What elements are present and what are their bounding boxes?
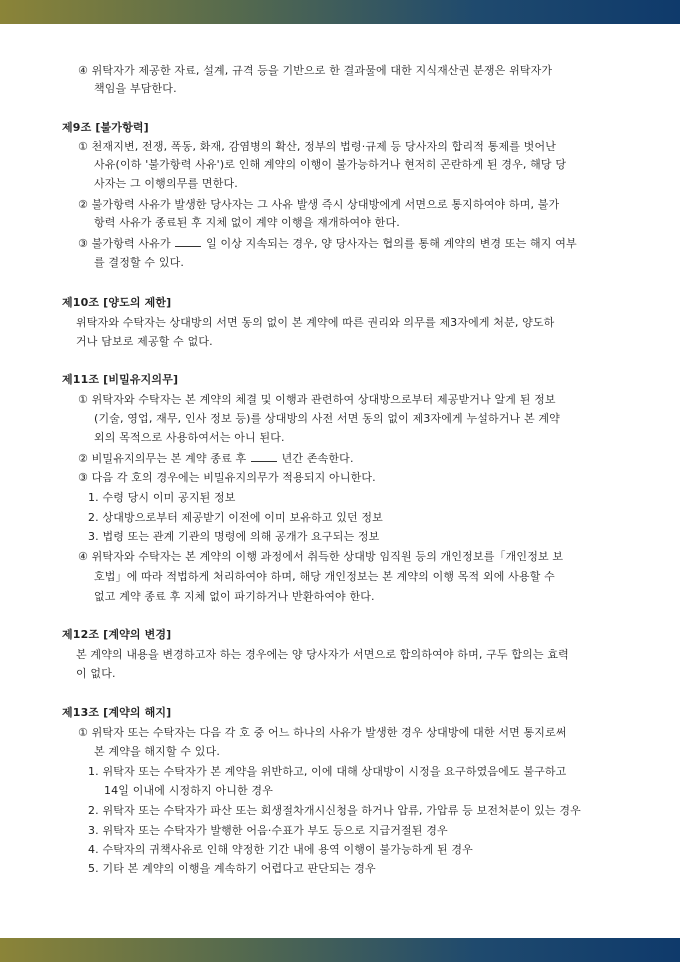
a11-p1-line2: (기술, 영업, 재무, 인사 정보 등)를 상대방의 사전 서면 동의 없이 제3자에게 누설하거나 본 계약 [94, 412, 560, 425]
a9-p2-line2: 항력 사유가 종료된 후 지체 없이 계약 이행을 재개하여야 한다. [94, 216, 400, 229]
header-band [0, 0, 680, 24]
a11-p1-line3: 외의 목적으로 사용하여서는 아니 된다. [94, 431, 285, 444]
a11-item3: 3. 법령 또는 관계 기관의 명령에 의해 공개가 요구되는 정보 [88, 530, 380, 543]
a12-line2: 이 없다. [76, 667, 116, 680]
article-13-title: 제13조 [계약의 해지] [62, 706, 172, 719]
a11-p4-line2: 호법」에 따라 적법하게 처리하여야 하며, 해당 개인정보는 본 계약의 이행 목적 외에 사용할 수 [94, 570, 555, 583]
a12-line1: 본 계약의 내용을 변경하고자 하는 경우에는 양 당사자가 서면으로 합의하여야 하며, 구두 합의는 효력 [76, 648, 569, 661]
a10-line1: 위탁자와 수탁자는 상대방의 서면 동의 없이 본 계약에 따른 권리와 의무를 제3자에게 처분, 양도하 [76, 316, 555, 329]
a13-item1-line1: 1. 위탁자 또는 수탁자가 본 계약을 위반하고, 이에 대해 상대방이 시정을 요구하였음에도 불구하고 [88, 765, 567, 778]
a11-p1-line1: ① 위탁자와 수탁자는 본 계약의 체결 및 이행과 관련하여 상대방으로부터 제공받거나 알게 된 정보 [78, 393, 556, 406]
a9-p3-line2: 를 결정할 수 있다. [94, 256, 185, 269]
a13-item4: 4. 수탁자의 귀책사유로 인해 약정한 기간 내에 용역 이행이 불가능하게 된 경우 [88, 843, 473, 856]
a8-p4-line2: 책임을 부담한다. [94, 82, 177, 95]
a11-item1: 1. 수령 당시 이미 공지된 정보 [88, 491, 236, 504]
a13-item1-line2: 14일 이내에 시정하지 아니한 경우 [104, 784, 273, 797]
a9-p3-text-a: ③ 불가항력 사유가 [78, 237, 171, 250]
years-blank-field [251, 452, 277, 462]
article-11-title: 제11조 [비밀유지의무] [62, 373, 179, 386]
a9-p3-text-b: 일 이상 지속되는 경우, 양 당사자는 협의를 통해 계약의 변경 또는 해지 여부 [206, 237, 577, 250]
article-10-title: 제10조 [양도의 제한] [62, 296, 172, 309]
article-9-title: 제9조 [불가항력] [62, 121, 149, 134]
a13-p1-line1: ① 위탁자 또는 수탁자는 다음 각 호 중 어느 하나의 사유가 발생한 경우 상대방에 대한 서면 통지로써 [78, 726, 567, 739]
a13-p1-line2: 본 계약을 해지할 수 있다. [94, 745, 220, 758]
a11-p2-text-b: 년간 존속한다. [281, 452, 354, 465]
a11-p2-line [78, 452, 354, 466]
a9-p1-line1: ① 천재지변, 전쟁, 폭동, 화재, 감염병의 확산, 정부의 법령·규제 등 당사자의 합리적 통제를 벗어난 [78, 140, 557, 153]
a11-p4-line1: ④ 위탁자와 수탁자는 본 계약의 이행 과정에서 취득한 상대방 임직원 등의 개인정보를「개인정보 보 [78, 550, 564, 563]
a8-p4-line1: ④ 위탁자가 제공한 자료, 설계, 규격 등을 기반으로 한 결과물에 대한 지식재산권 분쟁은 위탁자가 [78, 64, 553, 77]
a11-p3-line: ③ 다음 각 호의 경우에는 비밀유지의무가 적용되지 아니한다. [78, 471, 376, 484]
days-blank-field [175, 237, 201, 247]
a13-item3: 3. 위탁자 또는 수탁자가 발행한 어음·수표가 부도 등으로 지급거절된 경우 [88, 824, 448, 837]
a9-p2-line1: ② 불가항력 사유가 발생한 당사자는 그 사유 발생 즉시 상대방에게 서면으로 통지하여야 하며, 불가 [78, 198, 560, 211]
a13-item5: 5. 기타 본 계약의 이행을 계속하기 어렵다고 판단되는 경우 [88, 862, 376, 875]
a11-p2-text-a: ② 비밀유지의무는 본 계약 종료 후 [78, 452, 247, 465]
article-12-title: 제12조 [계약의 변경] [62, 628, 172, 641]
a11-p4-line3: 없고 계약 종료 후 지체 없이 파기하거나 반환하여야 한다. [94, 590, 375, 603]
footer-band [0, 938, 680, 962]
a9-p1-line2: 사유(이하 '불가항력 사유')로 인해 계약의 이행이 불가능하거나 현저히 곤란하게 된 경우, 해당 당 [94, 158, 567, 171]
a10-line2: 거나 담보로 제공할 수 없다. [76, 335, 213, 348]
a13-item2: 2. 위탁자 또는 수탁자가 파산 또는 회생절차개시신청을 하거나 압류, 가압류 등 보전처분이 있는 경우 [88, 804, 581, 817]
a9-p1-line3: 사자는 그 이행의무를 면한다. [94, 177, 238, 190]
a11-item2: 2. 상대방으로부터 제공받기 이전에 이미 보유하고 있던 정보 [88, 511, 383, 524]
a9-p3-line1 [78, 237, 577, 251]
